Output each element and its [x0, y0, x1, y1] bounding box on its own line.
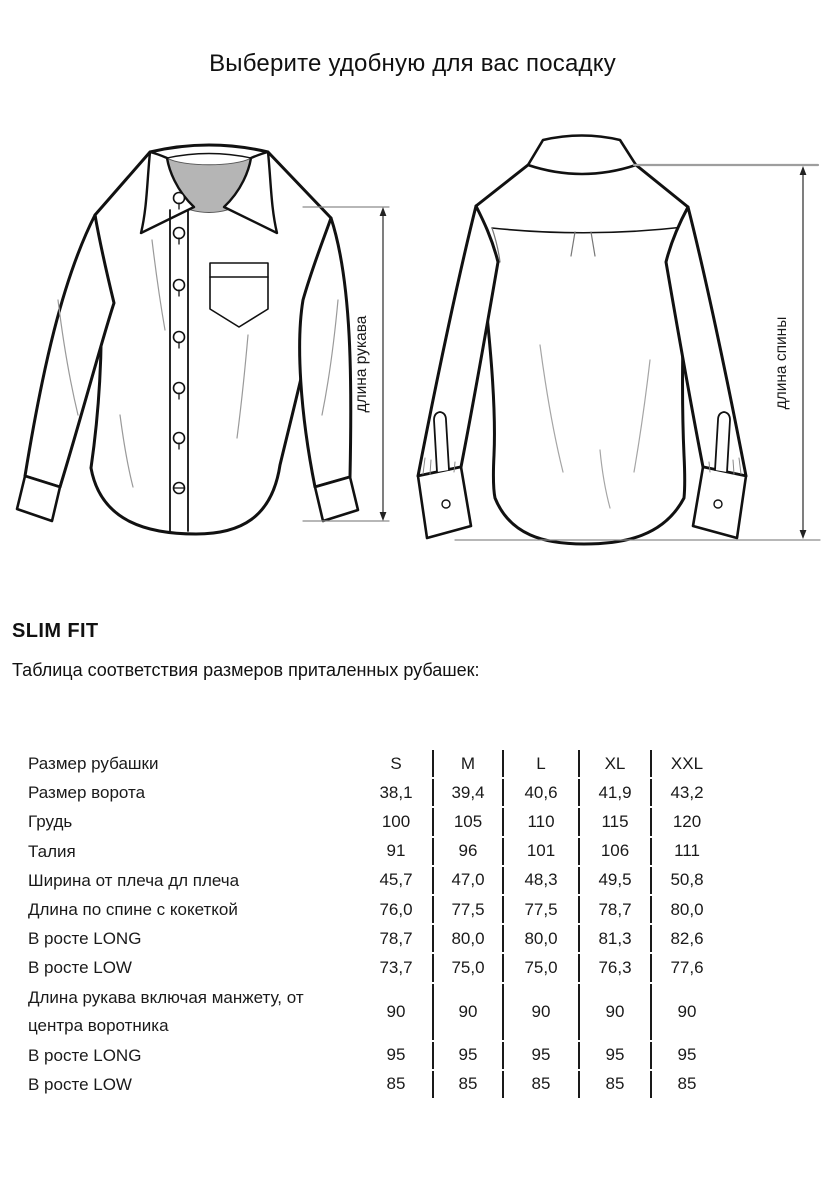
table-row: [28, 1071, 722, 1098]
size-value: 96: [432, 838, 502, 865]
size-value: 100: [381, 811, 411, 831]
row-label: Талия: [28, 841, 76, 861]
size-value: 77,5: [502, 896, 578, 923]
table-row: [28, 808, 722, 835]
size-table: [28, 748, 722, 1100]
header-size-m: M: [432, 750, 502, 777]
size-value: 85: [502, 1071, 578, 1098]
row-label: В росте LOW: [28, 958, 132, 978]
table-row: [28, 954, 722, 981]
arrow-up-icon: [800, 166, 807, 175]
size-value: 80,0: [432, 925, 502, 952]
row-label: Длина по спине с кокеткой: [28, 899, 238, 919]
size-value: 111: [650, 838, 722, 865]
header-label: Размер рубашки: [28, 754, 159, 773]
sleeve-length-label: длина рукава: [353, 315, 370, 413]
size-value: 75,0: [502, 954, 578, 981]
back-body: [476, 165, 688, 544]
size-value: 95: [650, 1042, 722, 1069]
size-value: 80,0: [650, 896, 722, 923]
size-value: 73,7: [379, 957, 413, 977]
arrow-down-icon: [380, 512, 387, 521]
row-label: В росте LOW: [28, 1074, 132, 1094]
back-shirt-drawing: [418, 136, 746, 545]
back-collar: [528, 136, 636, 175]
table-row: [28, 1042, 722, 1069]
size-value: 78,7: [578, 896, 650, 923]
size-value: 85: [386, 1074, 406, 1094]
size-value: 81,3: [578, 925, 650, 952]
front-shirt-drawing: [17, 145, 358, 534]
size-value: 90: [650, 984, 722, 1040]
size-value: 41,9: [578, 779, 650, 806]
size-value: 106: [578, 838, 650, 865]
table-row: [28, 984, 722, 1040]
size-value: 77,5: [432, 896, 502, 923]
row-label: Длина рукава включая манжету, от центра воротника: [28, 988, 304, 1035]
size-value: 85: [432, 1071, 502, 1098]
table-row: [28, 779, 722, 806]
size-value: 47,0: [432, 867, 502, 894]
shirt-diagram: [0, 120, 825, 565]
size-value: 76,3: [578, 954, 650, 981]
back-left-sleeve: [418, 206, 498, 476]
size-value: 43,2: [650, 779, 722, 806]
size-table-subtitle: Таблица соответствия размеров приталенных рубашек:: [12, 660, 480, 680]
back-left-cuff-button: [442, 500, 450, 508]
size-value: 40,6: [502, 779, 578, 806]
size-value: 76,0: [379, 899, 413, 919]
header-size-xxl: XXL: [650, 750, 722, 777]
size-value: 90: [578, 984, 650, 1040]
size-value: 120: [650, 808, 722, 835]
size-value: 101: [502, 838, 578, 865]
table-row: [28, 896, 722, 923]
size-value: 90: [502, 984, 578, 1040]
arrow-up-icon: [380, 207, 387, 216]
size-value: 77,6: [650, 954, 722, 981]
size-value: 90: [432, 984, 502, 1040]
slim-fit-heading: SLIM FIT: [12, 620, 99, 642]
back-right-cuff-button: [714, 500, 722, 508]
size-value: 95: [386, 1045, 406, 1065]
size-value: 75,0: [432, 954, 502, 981]
header-size-s: S: [390, 753, 402, 773]
size-value: 95: [578, 1042, 650, 1069]
back-left-sleeve-placket: [434, 412, 449, 472]
size-value: 78,7: [379, 928, 413, 948]
size-value: 90: [386, 1001, 406, 1021]
size-value: 48,3: [502, 867, 578, 894]
size-value: 50,8: [650, 867, 722, 894]
size-value: 80,0: [502, 925, 578, 952]
size-value: 91: [386, 841, 406, 861]
table-row: [28, 925, 722, 952]
arrow-down-icon: [800, 530, 807, 539]
size-value: 82,6: [650, 925, 722, 952]
header-size-l: L: [502, 750, 578, 777]
size-value: 110: [502, 808, 578, 835]
row-label: В росте LONG: [28, 1045, 142, 1065]
size-value: 45,7: [379, 870, 413, 890]
size-value: 49,5: [578, 867, 650, 894]
row-label: Размер ворота: [28, 783, 146, 803]
row-label: Ширина от плеча дл плеча: [28, 870, 240, 890]
row-label: Грудь: [28, 812, 73, 832]
size-value: 105: [432, 808, 502, 835]
size-value: 38,1: [379, 782, 413, 802]
back-right-sleeve-placket: [715, 412, 730, 472]
size-value: 95: [502, 1042, 578, 1069]
table-row: [28, 838, 722, 865]
table-row: [28, 867, 722, 894]
page-title: Выберите удобную для вас посадку: [209, 50, 616, 77]
back-length-label: длина спины: [773, 316, 790, 410]
table-header-row: [28, 750, 722, 777]
size-value: 115: [578, 808, 650, 835]
header-size-xl: XL: [578, 750, 650, 777]
size-value: 85: [650, 1071, 722, 1098]
size-value: 85: [578, 1071, 650, 1098]
size-value: 95: [432, 1042, 502, 1069]
size-value: 39,4: [432, 779, 502, 806]
row-label: В росте LONG: [28, 929, 142, 949]
